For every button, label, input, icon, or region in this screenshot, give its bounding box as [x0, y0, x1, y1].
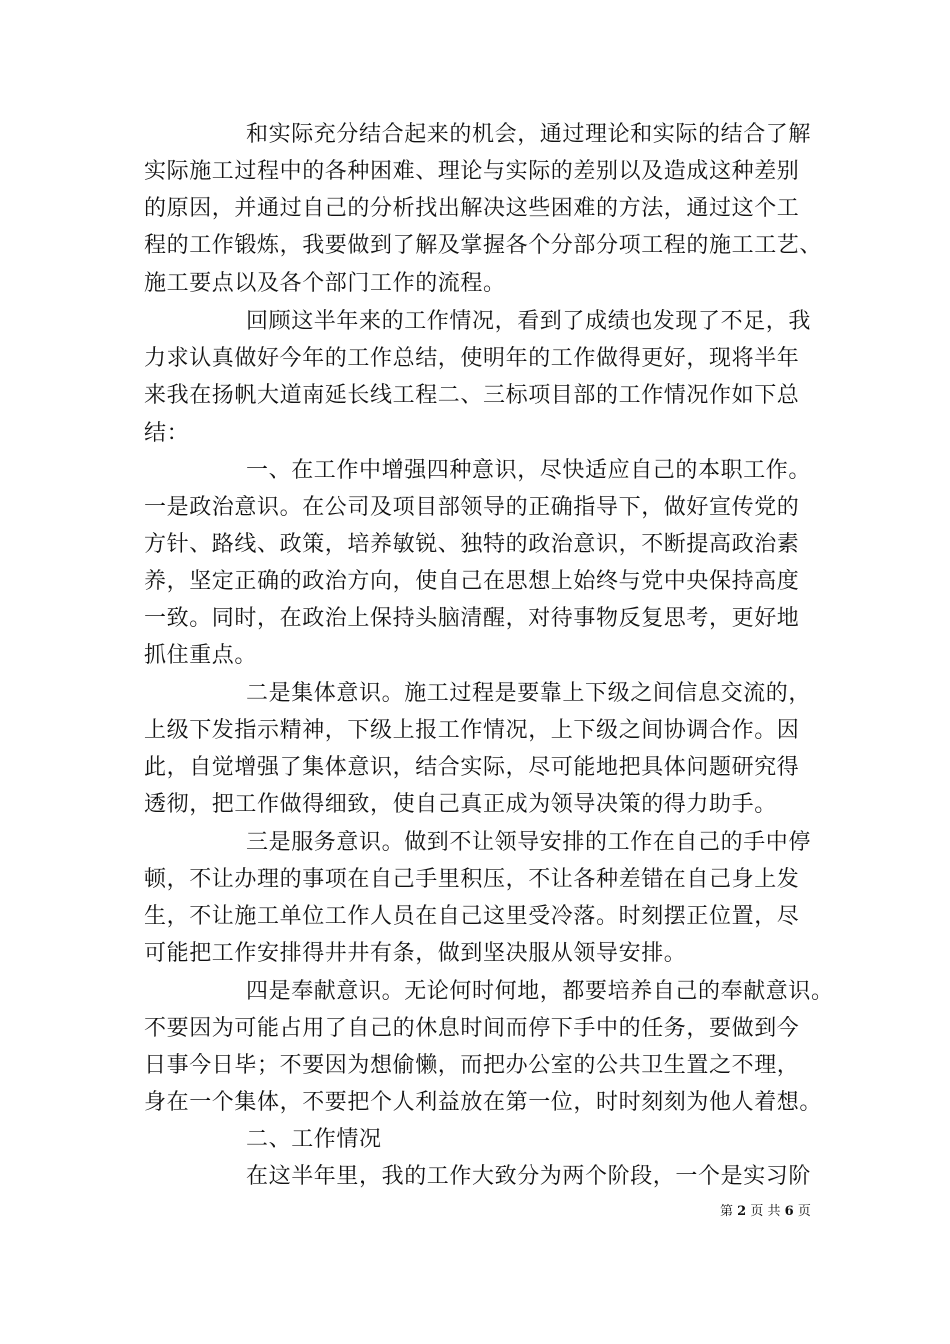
text-line: 方针、路线、政策，培养敏锐、独特的政治意识，不断提高政治素	[144, 532, 800, 557]
page-footer	[720, 1203, 811, 1221]
text-line: 在这半年里，我的工作大致分为两个阶段，一个是实习阶	[246, 1164, 812, 1189]
text-line: 日事今日毕；不要因为想偷懒，而把办公室的公共卫生置之不理，	[144, 1053, 800, 1078]
text-line: 不要因为可能占用了自己的休息时间而停下手中的任务，要做到今	[144, 1016, 800, 1041]
text-line: 一致。同时，在政治上保持头脑清醒，对待事物反复思考，更好地	[144, 606, 800, 631]
total-pages-number: 6	[784, 1204, 794, 1219]
text-line: 回顾这半年来的工作情况，看到了成绩也发现了不足，我	[246, 309, 812, 334]
text-line: 此，自觉增强了集体意识，结合实际，尽可能地把具体问题研究得	[144, 755, 800, 780]
text-line: 力求认真做好今年的工作总结，使明年的工作做得更好，现将半年	[144, 346, 800, 371]
text-line: 程的工作锻炼，我要做到了解及掌握各个分部分项工程的施工工艺、	[144, 233, 823, 258]
text-line: 三是服务意识。做到不让领导安排的工作在自己的手中停	[246, 830, 812, 855]
text-line: 一、在工作中增强四种意识，尽快适应自己的本职工作。	[246, 458, 812, 483]
text-line: 施工要点以及各个部门工作的流程。	[144, 271, 506, 296]
text-line: 二是集体意识。施工过程是要靠上下级之间信息交流的，	[246, 681, 812, 706]
text-line: 实际施工过程中的各种困难、理论与实际的差别以及造成这种差别	[144, 159, 800, 184]
footer-prefix: 第	[720, 1204, 734, 1219]
text-line: 可能把工作安排得井井有条，做到坚决服从领导安排。	[144, 941, 687, 966]
text-line: 来我在扬帆大道南延长线工程二、三标项目部的工作情况作如下总	[144, 383, 800, 408]
text-line: 上级下发指示精神，下级上报工作情况，上下级之间协调合作。因	[144, 718, 800, 743]
text-line: 一是政治意识。在公司及项目部领导的正确指导下，做好宣传党的	[144, 495, 800, 520]
text-line: 结：	[144, 421, 190, 446]
text-line: 生，不让施工单位工作人员在自己这里受冷落。时刻摆正位置，尽	[144, 904, 800, 929]
section-heading: 二、工作情况	[246, 1127, 382, 1152]
text-line: 抓住重点。	[144, 643, 258, 668]
text-line: 和实际充分结合起来的机会，通过理论和实际的结合了解	[246, 122, 812, 147]
text-line: 身在一个集体，不要把个人利益放在第一位，时时刻刻为他人着想。	[144, 1090, 823, 1115]
text-line: 四是奉献意识。无论何时何地，都要培养自己的奉献意识。	[246, 979, 834, 1004]
text-line: 养，坚定正确的政治方向，使自己在思想上始终与党中央保持高度	[144, 569, 800, 594]
footer-suffix: 页	[797, 1204, 811, 1219]
current-page-number: 2	[737, 1204, 747, 1219]
text-line: 透彻，把工作做得细致，使自己真正成为领导决策的得力助手。	[144, 792, 777, 817]
text-line: 顿，不让办理的事项在自己手里积压，不让各种差错在自己身上发	[144, 867, 800, 892]
footer-middle: 页 共	[750, 1204, 781, 1219]
text-line: 的原因，并通过自己的分析找出解决这些困难的方法，通过这个工	[144, 196, 800, 221]
